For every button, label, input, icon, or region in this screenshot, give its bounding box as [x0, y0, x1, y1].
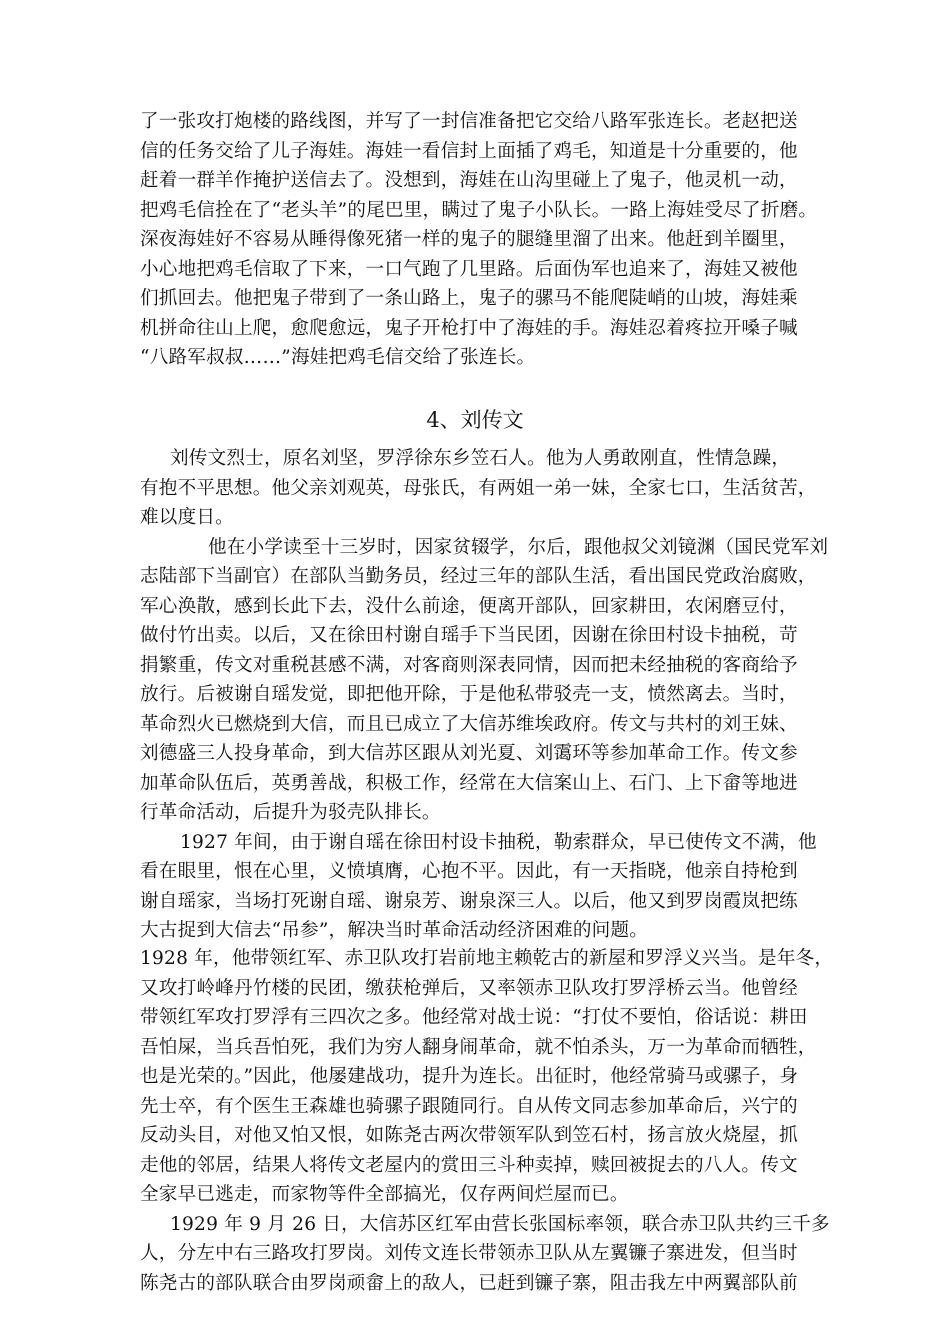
- text-line: 行革命活动，后提升为驳壳队排长。: [140, 802, 441, 823]
- text-line: 1927 年间，由于谢自瑶在徐田村设卡抽税，勒索群众，早已使传文不满，他: [180, 832, 817, 853]
- text-line: 做付竹出卖。以后，又在徐田村谢自瑶手下当民团，因谢在徐田村设卡抽税，苛: [140, 625, 798, 646]
- text-line: 捐繁重，传文对重税甚感不满，对客商则深表同情，因而把未经抽税的客商给予: [140, 655, 798, 676]
- text-line: 了一张攻打炮楼的路线图，并写了一封信准备把它交给八路军张连长。老赵把送: [140, 111, 798, 132]
- text-line: 机拼命往山上爬，愈爬愈远，鬼子开枪打中了海娃的手。海娃忍着疼拉开嗓子喊: [140, 318, 798, 339]
- text-line: 又攻打岭峰丹竹楼的民团，缴获枪弹后，又率领赤卫队攻打罗浮桥云当。他曾经: [140, 978, 798, 999]
- text-line: 全家早已逃走，而家物等件全部搞光，仅存两间烂屋而已。: [140, 1184, 629, 1205]
- text-line: 走他的邻居，结果人将传文老屋内的赏田三斗种卖掉，赎回被捉去的八人。传文: [140, 1155, 798, 1176]
- text-line: 们抓回去。他把鬼子带到了一条山路上，鬼子的骡马不能爬陡峭的山坡，海娃乘: [140, 288, 798, 309]
- text-line: 谢自瑶家，当场打死谢自瑶、谢泉芳、谢泉深三人。以后，他又到罗岗霞岚把练: [140, 891, 798, 912]
- text-line: 先士卒，有个医生王森雄也骑骡子跟随同行。自从传文同志参加革命后，兴宁的: [140, 1096, 798, 1117]
- text-line: 反动头目，对他又怕又恨，如陈尧古两次带领军队到笠石村，扬言放火烧屋，抓: [140, 1125, 798, 1146]
- text-line: 看在眼里，恨在心里，义愤填膺，心抱不平。因此，有一天指晓，他亲自持枪到: [140, 861, 798, 882]
- text-line: 吾怕屎，当兵吾怕死，我们为穷人翻身闹革命，就不怕杀头，万一为革命而牺牲，: [140, 1037, 817, 1058]
- text-line: 难以度日。: [140, 507, 234, 528]
- text-line: 放行。后被谢自瑶发觉，即把他开除，于是他私带驳壳一支，愤然离去。当时，: [140, 684, 798, 705]
- text-line: 刘传文烈士，原名刘坚，罗浮徐东乡笠石人。他为人勇敢刚直，性情急躁，: [170, 448, 791, 469]
- text-line: 带领红军攻打罗浮有三四次之多。他经常对战士说：“打仗不要怕，俗话说：耕田: [140, 1007, 808, 1028]
- text-line: “八路军叔叔……”海娃把鸡毛信交给了张连长。: [140, 347, 536, 368]
- text-line: 有抱不平思想。他父亲刘观英，母张氏，有两姐一弟一妹，全家七口，生活贫苦，: [140, 478, 817, 499]
- text-line: 赶着一群羊作掩护送信去了。没想到，海娃在山沟里碰上了鬼子，他灵机一动，: [140, 170, 798, 191]
- text-line: 1928 年，他带领红军、赤卫队攻打岩前地主赖乾古的新屋和罗浮义兴当。是年冬，: [140, 948, 834, 969]
- text-line: 也是光荣的。”因此，他屡建战功，提升为连长。出征时，他经常骑马或骡子，身: [140, 1066, 799, 1087]
- text-line: 刘德盛三人投身革命，到大信苏区跟从刘光夏、刘霭环等参加革命工作。传文参: [140, 743, 798, 764]
- text-line: 陈尧古的部队联合由罗岗顽畲上的敌人，已赶到镰子寨，阻击我左中两翼部队前: [140, 1273, 798, 1294]
- text-line: 大古捉到大信去“吊参”，解决当时革命活动经济困难的问题。: [140, 920, 649, 941]
- text-line: 革命烈火已燃烧到大信，而且已成立了大信苏维埃政府。传文与共村的刘王妹、: [140, 714, 798, 735]
- section-title: 4、刘传文: [426, 408, 524, 432]
- text-line: 志陆部下当副官）在部队当勤务员，经过三年的部队生活，看出国民党政治腐败，: [140, 566, 817, 587]
- text-line: 信的任务交给了儿子海娃。海娃一看信封上面插了鸡毛，知道是十分重要的，他: [140, 141, 798, 162]
- text-line: 加革命队伍后，英勇善战，积极工作，经常在大信案山上、石门、上下畲等地进: [140, 773, 798, 794]
- text-line: 1929 年 9 月 26 日，大信苏区红军由营长张国标率领，联合赤卫队共约三千多: [170, 1214, 830, 1235]
- text-line: 深夜海娃好不容易从睡得像死猪一样的鬼子的腿缝里溜了出来。他赶到羊圈里，: [140, 229, 798, 250]
- text-line: 人，分左中右三路攻打罗岗。刘传文连长带领赤卫队从左翼镰子寨进发，但当时: [140, 1243, 798, 1264]
- text-line: 小心地把鸡毛信取了下来，一口气跑了几里路。后面伪军也追来了，海娃又被他: [140, 259, 798, 280]
- text-line: 他在小学读至十三岁时，因家贫辍学，尔后，跟他叔父刘镜渊（国民党军刘: [208, 537, 829, 558]
- text-line: 把鸡毛信拴在了“老头羊”的尾巴里，瞒过了鬼子小队长。一路上海娃受尽了折磨。: [140, 200, 818, 221]
- text-line: 军心涣散，感到长此下去，没什么前途，便离开部队，回家耕田，农闲磨豆付，: [140, 596, 798, 617]
